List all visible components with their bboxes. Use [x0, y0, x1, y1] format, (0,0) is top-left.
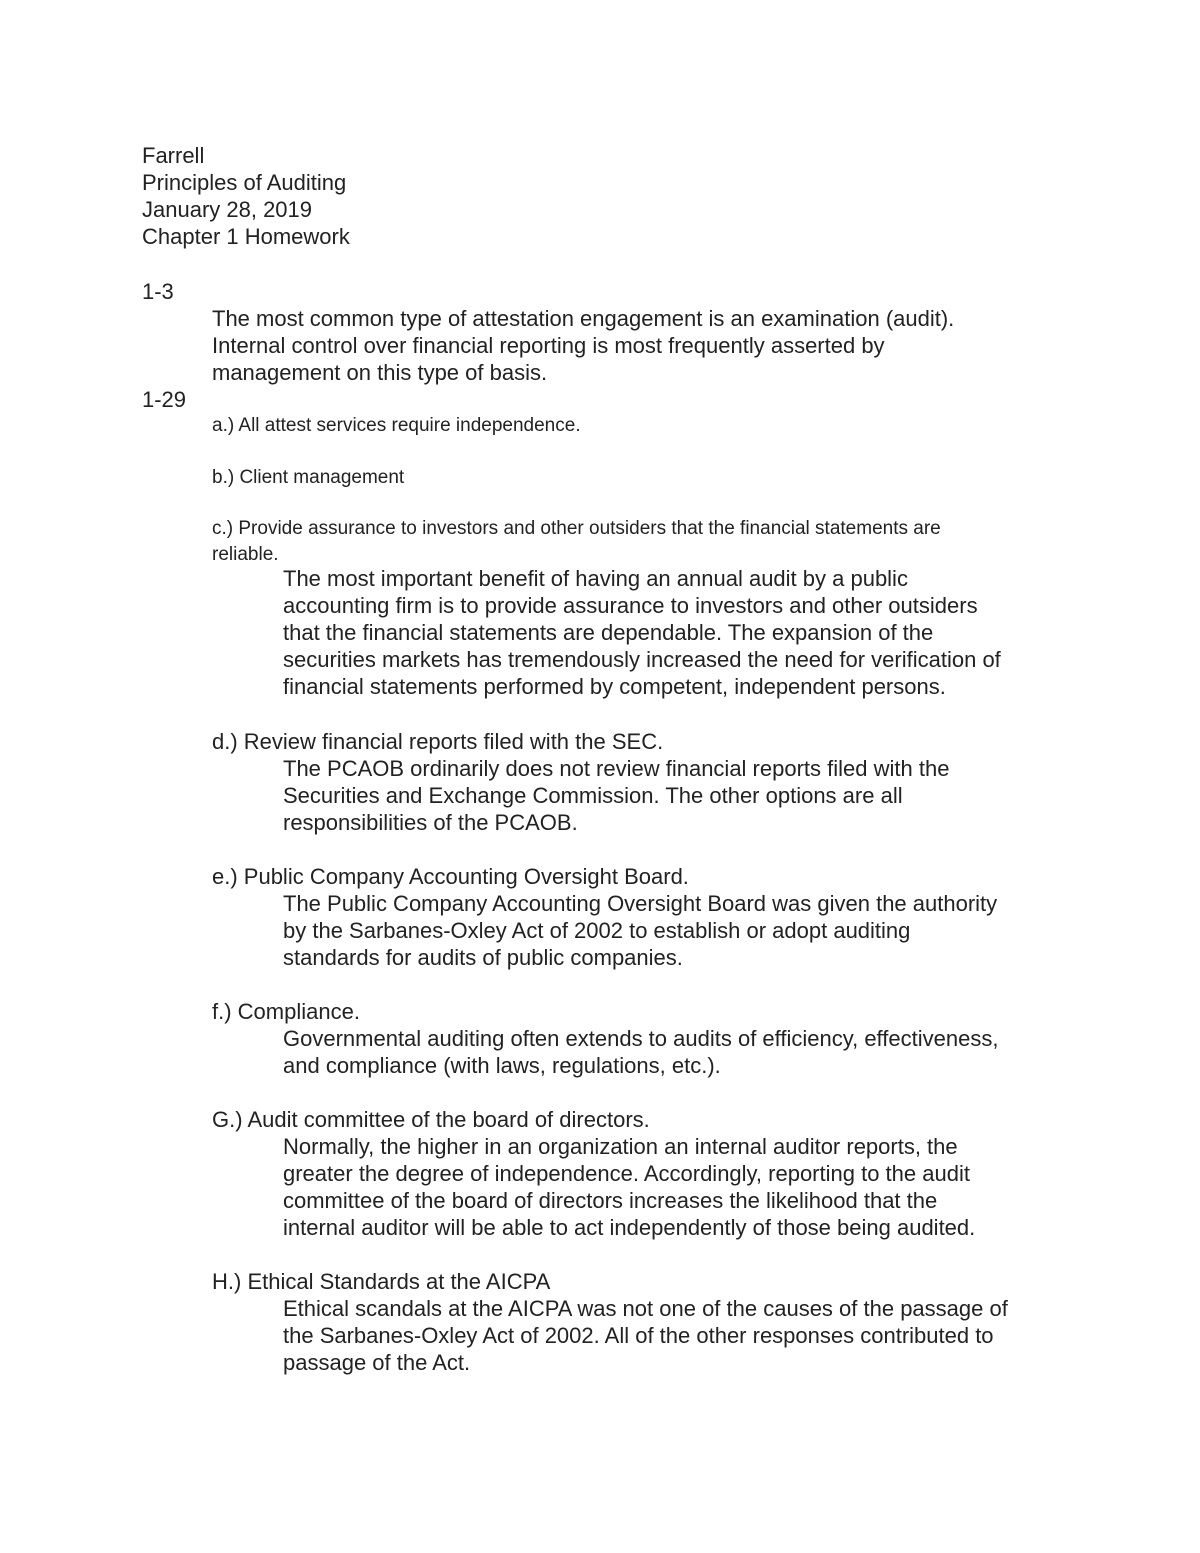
answer-1-3 — [212, 305, 954, 386]
answer-1-29-e: e.) Public Company Accounting Oversight Board. — [212, 864, 689, 889]
explanation-line: committee of the board of directors increases the likelihood that the — [283, 1188, 938, 1213]
question-number-1-29: 1-29 — [142, 387, 187, 412]
explanation-line: by the Sarbanes-Oxley Act of 2002 to establish or adopt auditing — [283, 918, 911, 943]
answer-1-29-b: b.) Client management — [212, 467, 405, 488]
author-name: Farrell — [142, 143, 205, 168]
explanation-line: passage of the Act. — [283, 1350, 471, 1375]
answer-1-29-a: a.) All attest services require independence. — [212, 415, 581, 436]
explanation-1-29-d — [283, 755, 949, 836]
answer-1-29-d: d.) Review financial reports filed with the SEC. — [212, 729, 664, 754]
explanation-line: standards for audits of public companies. — [283, 945, 683, 970]
course-name: Principles of Auditing — [142, 170, 347, 195]
answer-line: reliable. — [212, 544, 279, 565]
answer-line: c.) Provide assurance to investors and other outsiders that the financial statements are — [212, 518, 941, 539]
explanation-line: financial statements performed by competent, independent persons. — [283, 674, 946, 699]
explanation-line: internal auditor will be able to act independently of those being audited. — [283, 1215, 976, 1240]
document-header — [142, 142, 350, 250]
explanation-line: the Sarbanes-Oxley Act of 2002. All of the other responses contributed to — [283, 1323, 994, 1348]
answer-1-29-h: H.) Ethical Standards at the AICPA — [212, 1269, 551, 1294]
explanation-line: The PCAOB ordinarily does not review financial reports filed with the — [283, 756, 950, 781]
answer-line: The most common type of attestation engagement is an examination (audit). — [212, 306, 955, 331]
explanation-line: Normally, the higher in an organization an internal auditor reports, the — [283, 1134, 958, 1159]
explanation-line: securities markets has tremendously increased the need for verification of — [283, 647, 1001, 672]
explanation-line: that the financial statements are dependable. The expansion of the — [283, 620, 934, 645]
question-number-1-3: 1-3 — [142, 279, 174, 304]
answer-1-29-c — [212, 516, 941, 568]
answer-line: management on this type of basis. — [212, 360, 548, 385]
explanation-line: Ethical scandals at the AICPA was not one of the causes of the passage of — [283, 1296, 1008, 1321]
explanation-line: and compliance (with laws, regulations, etc.). — [283, 1053, 721, 1078]
explanation-1-29-e — [283, 890, 997, 971]
explanation-1-29-g — [283, 1133, 975, 1241]
answer-line: Internal control over financial reporting is most frequently asserted by — [212, 333, 885, 358]
explanation-1-29-h — [283, 1295, 1008, 1376]
explanation-line: accounting firm is to provide assurance to investors and other outsiders — [283, 593, 978, 618]
explanation-line: responsibilities of the PCAOB. — [283, 810, 578, 835]
answer-1-29-g: G.) Audit committee of the board of directors. — [212, 1107, 650, 1132]
explanation-1-29-c — [283, 565, 1001, 700]
answer-1-29-f: f.) Compliance. — [212, 999, 360, 1024]
explanation-line: The most important benefit of having an annual audit by a public — [283, 566, 908, 591]
explanation-1-29-f — [283, 1025, 998, 1079]
document-date: January 28, 2019 — [142, 197, 313, 222]
explanation-line: Securities and Exchange Commission. The other options are all — [283, 783, 903, 808]
explanation-line: greater the degree of independence. Accordingly, reporting to the audit — [283, 1161, 970, 1186]
explanation-line: Governmental auditing often extends to audits of efficiency, effectiveness, — [283, 1026, 999, 1051]
explanation-line: The Public Company Accounting Oversight Board was given the authority — [283, 891, 998, 916]
assignment-title: Chapter 1 Homework — [142, 224, 350, 249]
